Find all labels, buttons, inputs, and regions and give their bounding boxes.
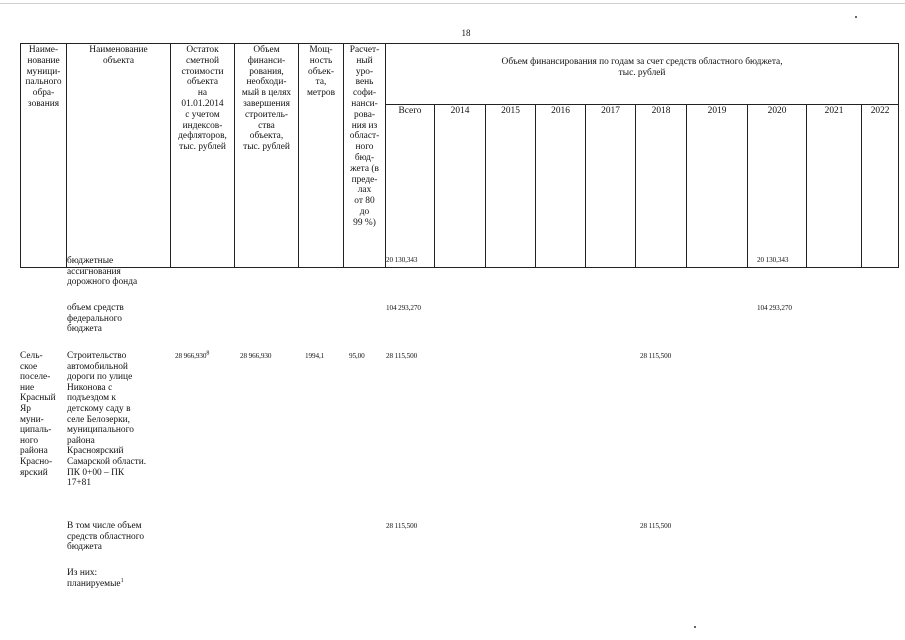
header-year-2021: 2021 xyxy=(807,105,862,268)
row-federal-total: 104 293,270 xyxy=(386,304,421,312)
header-required-funding: Объем финанси- рования, необходи- мый в целях завершения строитель- ства объекта, тыс. рублей xyxy=(235,44,299,268)
page-number: 18 xyxy=(461,28,471,38)
row-main-object: Строительство автомобильной дороги по улице Никонова с подъездом к детскому саду в селе Белозерки, муниципального района Красноярский Самарской области. ПК 0+00 – ПК 17+81 xyxy=(67,351,147,489)
header-year-total: Всего xyxy=(386,105,435,268)
row-main-remaining: 28 966,930$^8$ xyxy=(175,350,210,360)
row-regional-label: В том числе объем средств областного бюджета xyxy=(67,521,145,553)
header-remaining-cost: Остаток сметной стоимости объекта на 01.01.2014 с учетом индексов- дефляторов, тыс. рублей xyxy=(171,44,235,268)
row-main-required: 28 966,930 xyxy=(240,352,272,360)
row-federal-2020: 104 293,270 xyxy=(757,304,792,312)
footnote-mark: 1 xyxy=(120,577,124,584)
row-planned-label: Из них: планируемые$^1$ xyxy=(67,568,124,589)
header-cofinancing-level: Расчет- ный уро- вень софи- нанси- рова- ния из област- ного бюд- жета (в преде- лах от 80 до 99 %) xyxy=(344,44,386,268)
row-regional-total: 28 115,500 xyxy=(386,522,418,530)
row-main-capacity: 1994,1 xyxy=(305,352,325,360)
header-year-2019: 2019 xyxy=(687,105,748,268)
row-road-fund-label: бюджетные ассигнования дорожного фонда xyxy=(67,256,138,288)
header-year-2014: 2014 xyxy=(435,105,486,268)
header-year-2017: 2017 xyxy=(586,105,636,268)
row-main-2018: 28 115,500 xyxy=(640,352,672,360)
header-year-2018: 2018 xyxy=(636,105,687,268)
row-regional-2018: 28 115,500 xyxy=(640,522,672,530)
header-year-2022: 2022 xyxy=(862,105,899,268)
header-object: Наименование объекта xyxy=(67,44,171,268)
header-year-2016: 2016 xyxy=(536,105,586,268)
row-federal-label: объем средств федерального бюджета xyxy=(67,303,124,335)
header-funding-title: Объем финансирования по годам за счет средств областного бюджета, тыс. рублей xyxy=(386,44,899,105)
header-year-2015: 2015 xyxy=(486,105,536,268)
header-year-2020: 2020 xyxy=(748,105,807,268)
row-road-fund-total: 20 130,343 xyxy=(386,256,418,264)
row-main-level: 95,00 xyxy=(349,352,365,360)
row-road-fund-2020: 20 130,343 xyxy=(757,256,789,264)
footnote-mark: 8 xyxy=(206,350,210,357)
row-main-municipality: Сель- ское поселе- ние Красный Яр муни- ципаль- ного района Красно- ярский xyxy=(20,351,56,478)
row-main-total: 28 115,500 xyxy=(386,352,418,360)
header-municipality: Наиме- нование муници- пального обра- зования xyxy=(21,44,67,268)
header-capacity: Мощ- ность объек- та, метров xyxy=(299,44,344,268)
